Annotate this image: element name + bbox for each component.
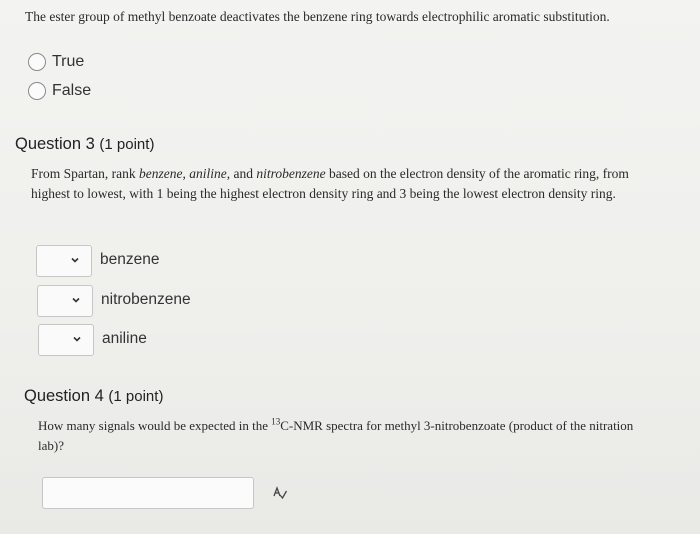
q3-title: Question 3: [15, 135, 95, 153]
option-false[interactable]: [28, 82, 91, 100]
q4-prompt: [38, 416, 638, 456]
radio-true[interactable]: [28, 53, 46, 71]
q3-prompt-aniline: aniline: [189, 166, 227, 181]
chevron-down-icon: [71, 295, 81, 305]
q3-heading: [15, 135, 154, 154]
q3-prompt-benzene: benzene: [138, 166, 183, 181]
chevron-down-icon: [70, 255, 80, 265]
rank-label-benzene: benzene: [100, 251, 160, 268]
q3-prompt-part: , and: [226, 166, 257, 181]
rank-label-nitrobenzene: nitrobenzene: [101, 291, 191, 308]
option-false-label: False: [52, 82, 92, 99]
q4-prompt-sup: 13: [271, 416, 281, 427]
q2-prompt: The ester group of methyl benzoate deactivates the benzene ring towards electrophilic aromatic substitution.: [25, 9, 610, 24]
q3-prompt-part: based on the electron density of the aromatic ring, from highest to lowest, with 1 being the highest electron density ring and 3 being the lowest electron density ring.: [31, 166, 629, 201]
q4-points: (1 point): [108, 388, 164, 405]
q4-prompt-b: C-NMR spectra for methyl 3-nitrobenzoate (product of the nitration lab)?: [38, 418, 634, 453]
option-true-label: True: [52, 53, 85, 70]
q4-title: Question 4: [24, 387, 104, 405]
q4-answer-input[interactable]: [42, 477, 254, 509]
rank-label-aniline: aniline: [102, 330, 147, 347]
rank-select-nitrobenzene[interactable]: [37, 285, 93, 317]
option-true[interactable]: [28, 53, 84, 71]
q3-prompt-nitrobenzene: nitrobenzene: [256, 166, 326, 181]
rank-row-benzene: [36, 245, 159, 277]
q3-prompt-part: From Spartan, rank: [31, 166, 139, 181]
chevron-down-icon: [72, 334, 82, 344]
rank-select-aniline[interactable]: [38, 324, 94, 356]
rank-row-nitrobenzene: [37, 285, 191, 317]
q3-points: (1 point): [99, 136, 155, 153]
radio-false[interactable]: [28, 82, 46, 100]
rank-row-aniline: [38, 324, 147, 356]
q3-prompt: [31, 164, 631, 204]
q4-prompt-a: How many signals would be expected in the: [38, 418, 272, 433]
rank-select-benzene[interactable]: [36, 245, 92, 277]
q3-prompt-part: ,: [182, 166, 190, 181]
spellcheck-icon[interactable]: [272, 485, 288, 501]
q4-heading: [24, 387, 163, 406]
